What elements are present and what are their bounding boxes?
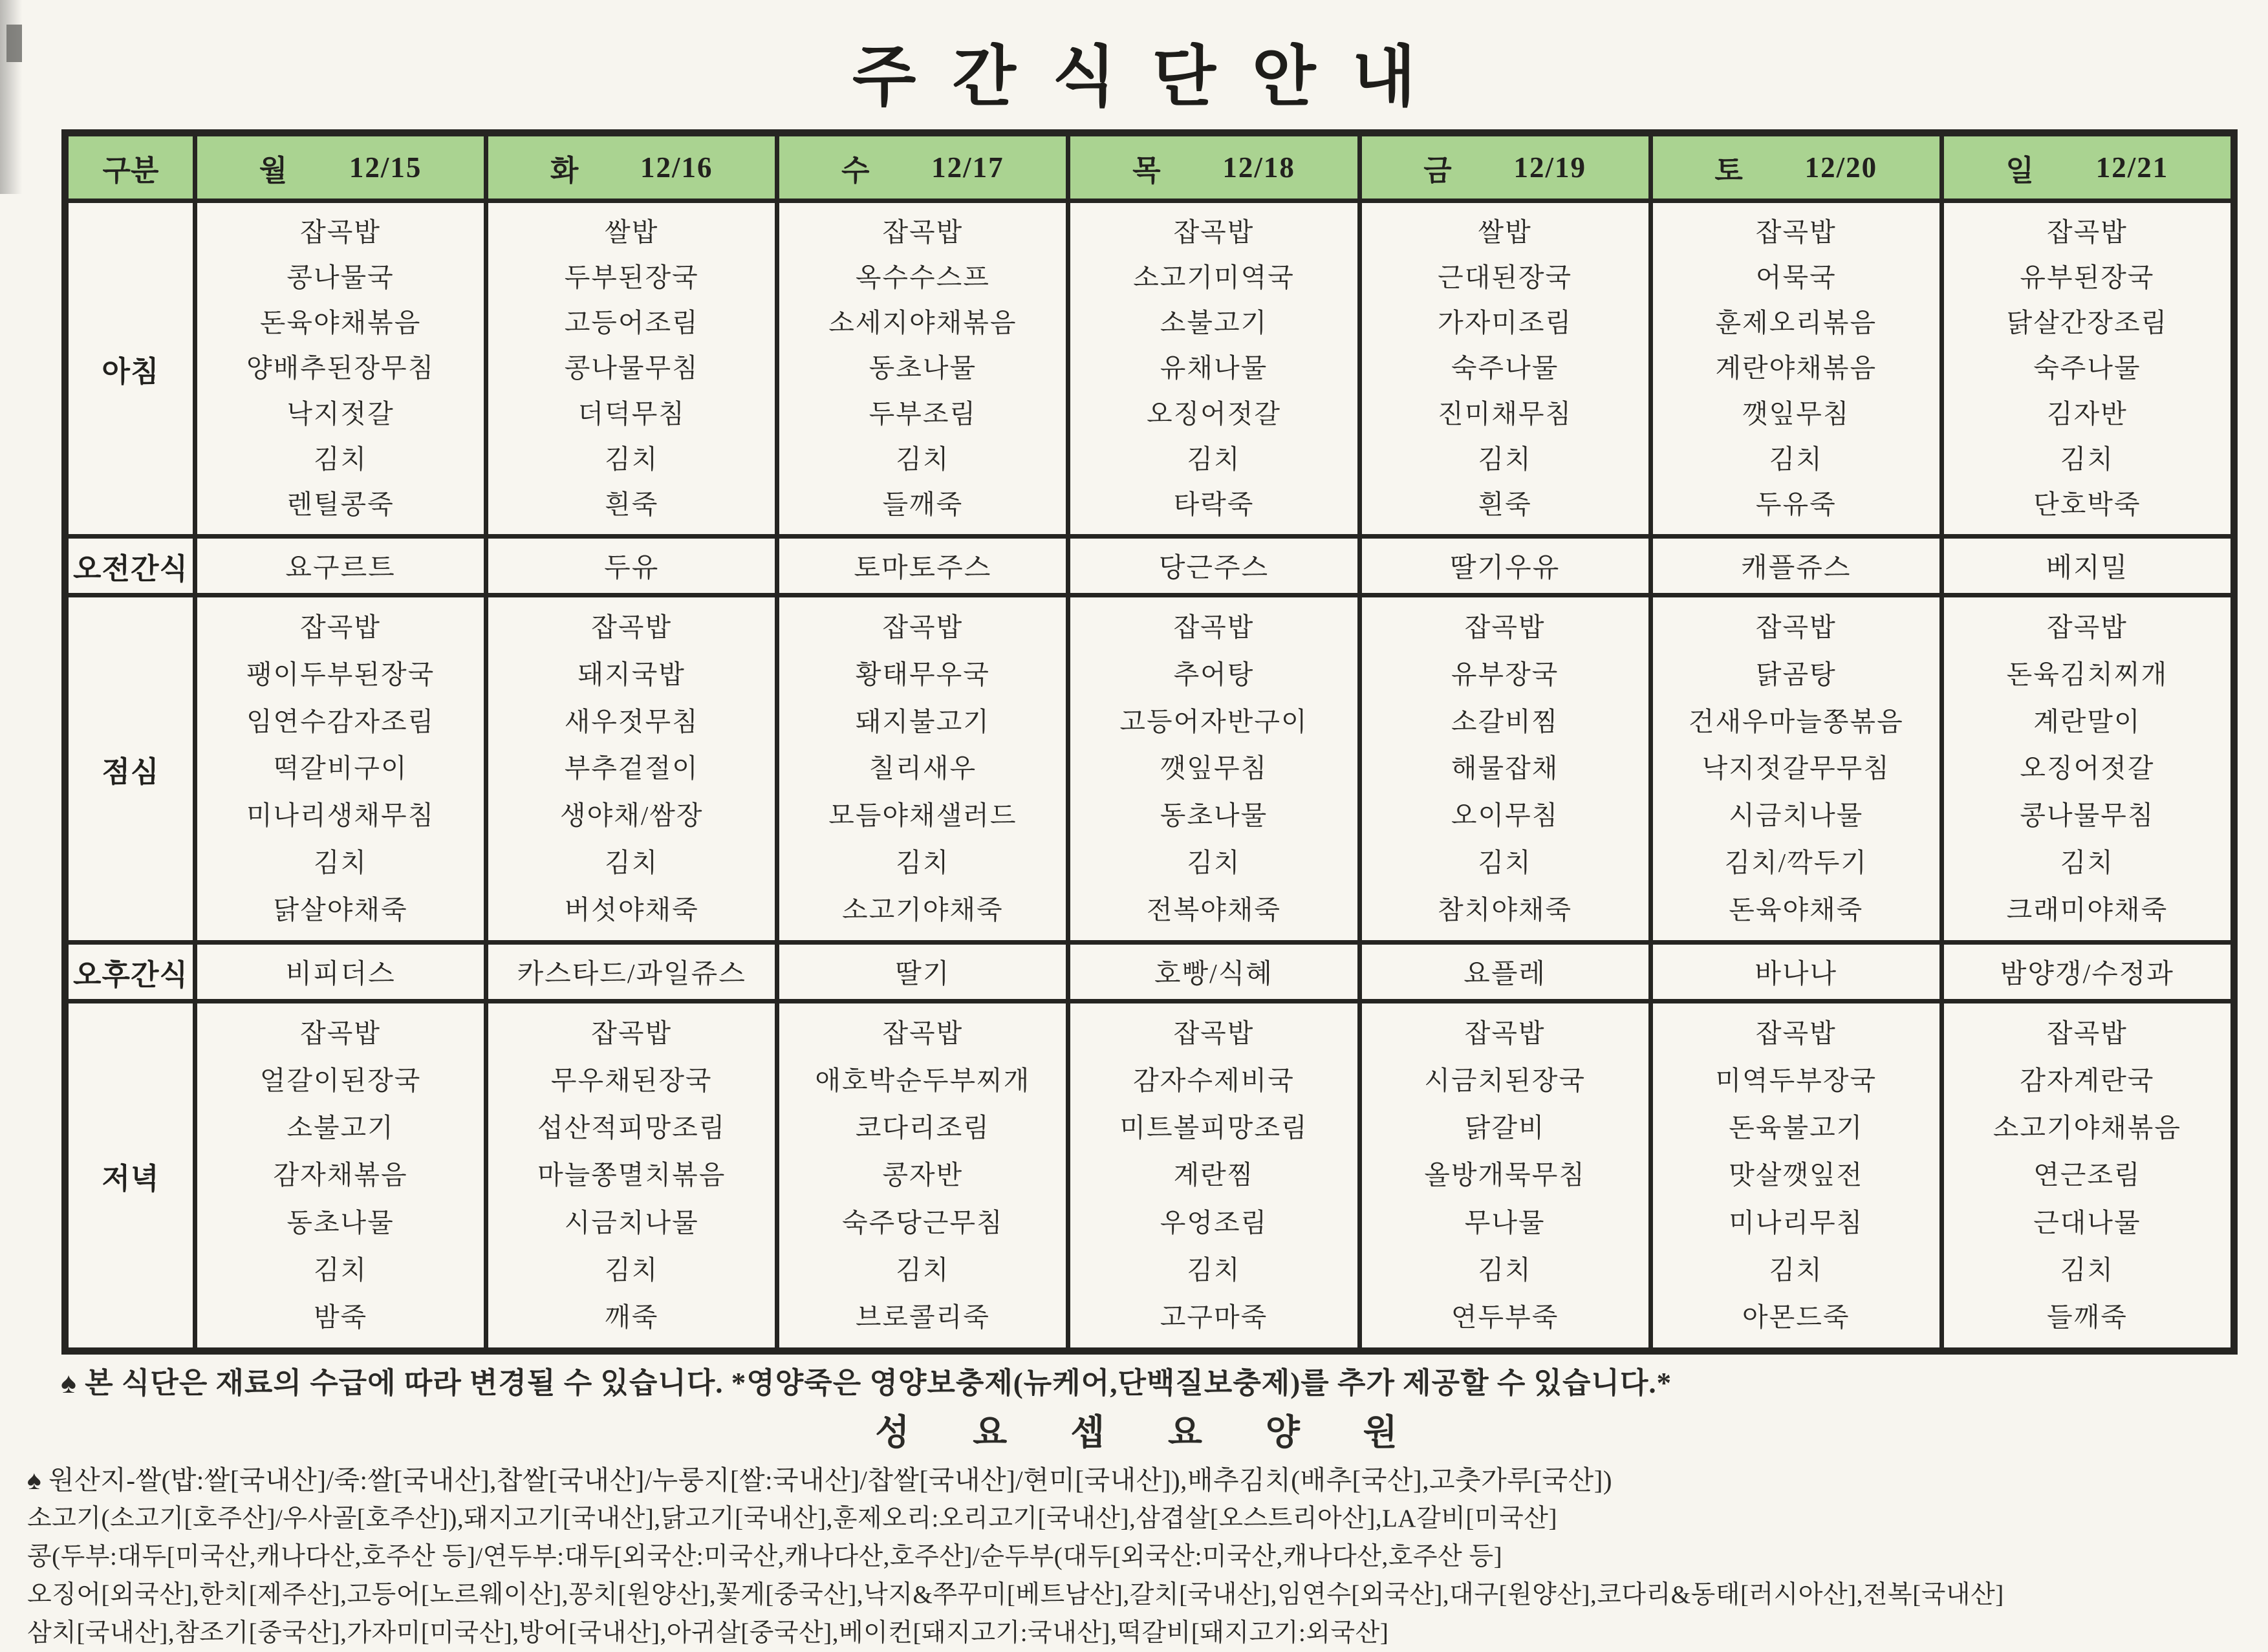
day-name: 토 xyxy=(1714,154,1743,187)
menu-item: 두부된장국 xyxy=(564,262,699,292)
menu-item: 잡곡밥 xyxy=(591,612,673,642)
snack-cell: 바나나 xyxy=(1653,945,1939,999)
menu-item: 숙주당근무침 xyxy=(842,1207,1004,1238)
menu-item: 전복야채죽 xyxy=(1146,894,1281,925)
menu-cell xyxy=(1944,203,2230,534)
menu-item: 잡곡밥 xyxy=(1173,1018,1255,1049)
menu-item: 임연수감자조림 xyxy=(246,706,435,736)
menu-item: 김자반 xyxy=(2047,398,2128,429)
menu-item: 팽이두부된장국 xyxy=(246,659,435,689)
menu-item: 크래미야채죽 xyxy=(2006,894,2168,925)
snack-cell: 밤양갱/수정과 xyxy=(1944,945,2230,999)
menu-item: 애호박순두부찌개 xyxy=(815,1066,1031,1096)
note-supplements: 뉴케어,단백질보충제 xyxy=(1023,1367,1291,1399)
menu-item: 오징어젓갈 xyxy=(1146,398,1281,429)
menu-cell xyxy=(1070,203,1357,534)
menu-item: 깻잎무침 xyxy=(1160,753,1268,784)
menu-item: 김치 xyxy=(605,1254,659,1285)
menu-item: 김치 xyxy=(896,848,950,878)
day-name: 수 xyxy=(841,154,870,187)
menu-item: 잡곡밥 xyxy=(1755,612,1837,642)
menu-item: 들깨죽 xyxy=(882,489,964,520)
menu-item: 계란찜 xyxy=(1173,1160,1255,1190)
menu-item: 소불고기 xyxy=(286,1113,394,1143)
menu-change-note xyxy=(27,1359,2245,1401)
menu-item: 잡곡밥 xyxy=(1755,217,1837,247)
menu-item: 쌀밥 xyxy=(605,217,659,247)
menu-item: 가자미조림 xyxy=(1438,308,1573,338)
day-header xyxy=(1653,136,1939,198)
menu-item: 김치 xyxy=(1478,1254,1532,1285)
menu-item: 흰죽 xyxy=(1478,489,1532,520)
day-header xyxy=(1070,136,1357,198)
menu-item: 올방개묵무침 xyxy=(1424,1160,1586,1190)
menu-item: 김치 xyxy=(896,1254,950,1285)
day-name: 월 xyxy=(259,154,288,187)
menu-item: 진미채무침 xyxy=(1438,398,1573,429)
snack-cell: 비피더스 xyxy=(197,945,484,999)
menu-item: 돈육야채볶음 xyxy=(259,308,422,338)
day-header xyxy=(488,136,775,198)
menu-item: 미나리무침 xyxy=(1729,1207,1864,1238)
day-name: 금 xyxy=(1423,154,1452,187)
menu-item: 김치 xyxy=(1187,1254,1241,1285)
menu-item: 시금치나물 xyxy=(1729,800,1864,831)
row-label: 저녁 xyxy=(69,1003,193,1347)
menu-item: 콩나물무침 xyxy=(564,353,699,383)
day-date: 12/16 xyxy=(640,151,713,184)
menu-item: 닭곰탕 xyxy=(1755,659,1837,689)
day-name: 화 xyxy=(550,154,579,187)
menu-item: 무나물 xyxy=(1464,1207,1546,1238)
menu-item: 잡곡밥 xyxy=(1173,217,1255,247)
menu-item: 부추겉절이 xyxy=(564,753,699,784)
note-post: )를 추가 제공할 수 있습니다.* xyxy=(1290,1367,1672,1399)
menu-item: 시금치된장국 xyxy=(1424,1066,1586,1096)
menu-item: 김치 xyxy=(313,848,368,878)
menu-item: 김치 xyxy=(2060,848,2115,878)
menu-item: 김치 xyxy=(1187,848,1241,878)
day-name: 구분 xyxy=(102,154,159,187)
menu-item: 잡곡밥 xyxy=(882,1018,964,1049)
day-date: 12/20 xyxy=(1804,151,1878,184)
menu-item: 새우젓무침 xyxy=(564,706,699,736)
menu-item: 깨죽 xyxy=(605,1302,659,1332)
menu-item: 김치 xyxy=(896,444,950,474)
menu-item: 소세지야채볶음 xyxy=(828,308,1017,338)
menu-item: 얼갈이된장국 xyxy=(259,1066,422,1096)
menu-cell xyxy=(197,597,484,940)
menu-item: 감자수제비국 xyxy=(1133,1066,1295,1096)
menu-item: 김치 xyxy=(605,444,659,474)
menu-item: 닭갈비 xyxy=(1464,1113,1546,1143)
menu-item: 칠리새우 xyxy=(869,753,977,784)
day-name: 목 xyxy=(1132,154,1161,187)
menu-item: 동초나물 xyxy=(286,1207,394,1238)
menu-item: 근대나물 xyxy=(2033,1207,2141,1238)
menu-item: 김치 xyxy=(1769,1254,1823,1285)
day-header xyxy=(779,136,1066,198)
menu-item: 잡곡밥 xyxy=(2047,217,2128,247)
menu-item: 잡곡밥 xyxy=(1173,612,1255,642)
menu-item: 해물잡채 xyxy=(1451,753,1559,784)
menu-cell xyxy=(1653,1003,1939,1347)
menu-cell xyxy=(197,1003,484,1347)
day-header xyxy=(1944,136,2230,198)
note-pre: ♠ 본 식단은 재료의 수급에 따라 변경될 수 있습니다. *영양죽은 영양보충제( xyxy=(61,1367,1024,1399)
menu-item: 아몬드죽 xyxy=(1742,1302,1850,1332)
menu-item: 소고기미역국 xyxy=(1133,262,1295,292)
origin-line-rice-kimchi: ♠ 원산지-쌀(밥:쌀[국내산]/죽:쌀[국내산],찹쌀[국내산]/누룽지[쌀:국내산]/찹쌀[국내산]/현미[국내산]),배추김치(배추[국산],고춧가루[국산]) xyxy=(27,1465,1613,1495)
day-date: 12/18 xyxy=(1222,151,1295,184)
menu-item: 근대된장국 xyxy=(1438,262,1573,292)
menu-item: 돈육김치찌개 xyxy=(2006,659,2168,689)
snack-cell: 카스타드/과일쥬스 xyxy=(488,945,775,999)
menu-item: 김치 xyxy=(605,848,659,878)
menu-item: 김치 xyxy=(313,1254,368,1285)
snack-cell: 당근주스 xyxy=(1070,539,1357,593)
menu-item: 김치 xyxy=(313,444,368,474)
row-label: 오후간식 xyxy=(69,945,193,999)
origin-line-meat: 소고기(소고기[호주산]/우사골[호주산]),돼지고기[국내산],닭고기[국내산],훈제오리:오리고기[국내산],삼겹살[오스트리아산],LA갈비[미국산] xyxy=(27,1505,1557,1532)
menu-item: 잡곡밥 xyxy=(300,1018,381,1049)
snack-cell: 딸기 xyxy=(779,945,1066,999)
menu-item: 김치 xyxy=(1478,848,1532,878)
menu-cell xyxy=(1070,597,1357,940)
menu-cell xyxy=(1362,1003,1648,1347)
menu-item: 낙지젓갈 xyxy=(286,398,394,429)
snack-cell: 캐플쥬스 xyxy=(1653,539,1939,593)
menu-cell xyxy=(1362,597,1648,940)
facility-name: 성 요 셉 요 양 원 xyxy=(875,1413,1425,1452)
menu-item: 숙주나물 xyxy=(2033,353,2141,383)
menu-item: 닭살간장조림 xyxy=(2006,308,2168,338)
menu-item: 소고기야채죽 xyxy=(842,894,1004,925)
menu-item: 소불고기 xyxy=(1160,308,1268,338)
menu-item: 콩나물국 xyxy=(286,262,394,292)
menu-item: 계란야채볶음 xyxy=(1715,353,1877,383)
menu-item: 훈제오리볶음 xyxy=(1715,308,1877,338)
menu-item: 유부장국 xyxy=(1451,659,1559,689)
row-label: 아침 xyxy=(69,203,193,534)
menu-cell xyxy=(1944,1003,2230,1347)
menu-item: 동초나물 xyxy=(1160,800,1268,831)
footer xyxy=(27,1359,2245,1652)
snack-cell: 요구르트 xyxy=(197,539,484,593)
menu-item: 고구마죽 xyxy=(1160,1302,1268,1332)
menu-item: 돼지국밥 xyxy=(578,659,686,689)
menu-item: 들깨죽 xyxy=(2047,1302,2128,1332)
menu-item: 연두부죽 xyxy=(1451,1302,1559,1332)
menu-table xyxy=(61,129,2238,1355)
page-title: 주간식단안내 xyxy=(852,41,1453,114)
menu-item: 동초나물 xyxy=(869,353,977,383)
menu-item: 소갈비찜 xyxy=(1451,706,1559,736)
origin-info xyxy=(27,1461,2245,1652)
menu-item: 코다리조림 xyxy=(855,1113,990,1143)
menu-item: 양배추된장무침 xyxy=(246,353,435,383)
menu-cell xyxy=(779,1003,1066,1347)
menu-item: 돈육불고기 xyxy=(1729,1113,1864,1143)
menu-item: 쌀밥 xyxy=(1478,217,1532,247)
row-label: 점심 xyxy=(69,597,193,940)
menu-item: 유부된장국 xyxy=(2020,262,2155,292)
menu-item: 더덕무침 xyxy=(578,398,686,429)
menu-item: 잡곡밥 xyxy=(591,1018,673,1049)
menu-item: 돈육야채죽 xyxy=(1729,894,1864,925)
menu-item: 어묵국 xyxy=(1755,262,1837,292)
menu-item: 감자채볶음 xyxy=(273,1160,408,1190)
menu-item: 떡갈비구이 xyxy=(273,753,408,784)
menu-item: 두유죽 xyxy=(1755,489,1837,520)
snack-cell: 베지밀 xyxy=(1944,539,2230,593)
day-date: 12/19 xyxy=(1513,151,1586,184)
menu-item: 깻잎무침 xyxy=(1742,398,1850,429)
category-header xyxy=(69,136,193,198)
menu-item: 잡곡밥 xyxy=(1755,1018,1837,1049)
snack-cell: 딸기우유 xyxy=(1362,539,1648,593)
snack-cell: 요플레 xyxy=(1362,945,1648,999)
menu-item: 건새우마늘쫑볶음 xyxy=(1688,706,1904,736)
menu-item: 잡곡밥 xyxy=(2047,612,2128,642)
menu-item: 시금치나물 xyxy=(564,1207,699,1238)
menu-item: 버섯야채죽 xyxy=(564,894,699,925)
day-name: 일 xyxy=(2005,154,2035,187)
menu-item: 섭산적피망조림 xyxy=(537,1113,726,1143)
menu-item: 오징어젓갈 xyxy=(2020,753,2155,784)
menu-item: 김치 xyxy=(1478,444,1532,474)
menu-item: 생야채/쌈장 xyxy=(560,800,704,831)
menu-item: 잡곡밥 xyxy=(882,612,964,642)
menu-item: 미역두부장국 xyxy=(1715,1066,1877,1096)
menu-item: 브로콜리죽 xyxy=(855,1302,990,1332)
menu-cell xyxy=(1362,203,1648,534)
snack-cell: 호빵/식혜 xyxy=(1070,945,1357,999)
menu-item: 계란말이 xyxy=(2033,706,2141,736)
origin-line-seafood-2: 삼치[국내산],참조기[중국산],가자미[미국산],방어[국내산],아귀살[중국산],베이컨[돼지고기:국내산],떡갈비[돼지고기:외국산] xyxy=(27,1619,1389,1647)
menu-cell xyxy=(488,1003,775,1347)
menu-item: 참치야채죽 xyxy=(1438,894,1573,925)
menu-item: 유채나물 xyxy=(1160,353,1268,383)
menu-item: 흰죽 xyxy=(605,489,659,520)
menu-item: 잡곡밥 xyxy=(300,612,381,642)
day-date: 12/15 xyxy=(349,151,422,184)
menu-item: 고등어조림 xyxy=(564,308,699,338)
menu-item: 김치/깍두기 xyxy=(1724,848,1868,878)
menu-item: 렌틸콩죽 xyxy=(286,489,394,520)
menu-item: 우엉조림 xyxy=(1160,1207,1268,1238)
menu-item: 콩자반 xyxy=(882,1160,964,1190)
menu-cell xyxy=(488,203,775,534)
origin-line-seafood-1: 오징어[외국산],한치[제주산],고등어[노르웨이산],꽁치[원양산],꽃게[중국산],낙지&쭈꾸미[베트남산],갈치[국내산],임연수[외국산],대구[원양산],코다리&동태[러시아산],전복[국내산] xyxy=(27,1581,2004,1609)
menu-item: 닭살야채죽 xyxy=(273,894,408,925)
menu-item: 감자계란국 xyxy=(2020,1066,2155,1096)
menu-item: 잡곡밥 xyxy=(882,217,964,247)
menu-item: 잡곡밥 xyxy=(300,217,381,247)
menu-cell xyxy=(779,597,1066,940)
menu-item: 소고기야채볶음 xyxy=(1993,1113,2182,1143)
menu-item: 미트볼피망조림 xyxy=(1119,1113,1308,1143)
menu-item: 잡곡밥 xyxy=(1464,612,1546,642)
day-date: 12/17 xyxy=(931,151,1004,184)
menu-cell xyxy=(779,203,1066,534)
menu-item: 미나리생채무침 xyxy=(246,800,435,831)
menu-cell xyxy=(1944,597,2230,940)
menu-item: 맛살깻잎전 xyxy=(1729,1160,1864,1190)
menu-cell xyxy=(1070,1003,1357,1347)
menu-item: 무우채된장국 xyxy=(550,1066,713,1096)
snack-cell: 두유 xyxy=(488,539,775,593)
menu-cell xyxy=(1653,597,1939,940)
menu-item: 단호박죽 xyxy=(2033,489,2141,520)
day-date: 12/21 xyxy=(2095,151,2169,184)
menu-item: 김치 xyxy=(2060,1254,2115,1285)
menu-item: 잡곡밥 xyxy=(2047,1018,2128,1049)
menu-item: 타락죽 xyxy=(1173,489,1255,520)
menu-item: 마늘쫑멸치볶음 xyxy=(537,1160,726,1190)
menu-item: 오이무침 xyxy=(1451,800,1559,831)
menu-item: 낙지젓갈무무침 xyxy=(1701,753,1890,784)
menu-item: 김치 xyxy=(1769,444,1823,474)
menu-item: 김치 xyxy=(1187,444,1241,474)
origin-line-beans: 콩(두부:대두[미국산,캐나다산,호주산 등]/연두부:대두[외국산:미국산,캐나다산,호주산]/순두부(대두[외국산:미국산,캐나다산,호주산 등] xyxy=(27,1543,1503,1571)
menu-cell xyxy=(1653,203,1939,534)
snack-cell: 토마토주스 xyxy=(779,539,1066,593)
menu-cell xyxy=(197,203,484,534)
menu-item: 밤죽 xyxy=(313,1302,368,1332)
menu-item: 숙주나물 xyxy=(1451,353,1559,383)
menu-item: 옥수수스프 xyxy=(855,262,990,292)
menu-item: 김치 xyxy=(2060,444,2115,474)
menu-item: 연근조림 xyxy=(2033,1160,2141,1190)
menu-item: 잡곡밥 xyxy=(1464,1018,1546,1049)
menu-item: 추어탕 xyxy=(1173,659,1255,689)
menu-item: 두부조림 xyxy=(869,398,977,429)
menu-item: 황태무우국 xyxy=(855,659,990,689)
menu-item: 돼지불고기 xyxy=(855,706,990,736)
menu-item: 모듬야채샐러드 xyxy=(828,800,1017,831)
row-label: 오전간식 xyxy=(69,539,193,593)
menu-cell xyxy=(488,597,775,940)
menu-item: 고등어자반구이 xyxy=(1119,706,1308,736)
day-header xyxy=(197,136,484,198)
day-header xyxy=(1362,136,1648,198)
menu-item: 콩나물무침 xyxy=(2020,800,2155,831)
